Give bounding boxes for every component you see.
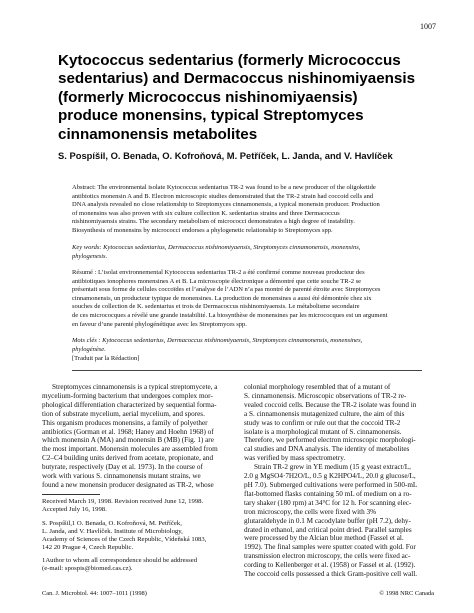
affiliation-line: Academy of Sciences of the Czech Republic, Vídeňská 1083,: [42, 536, 207, 544]
body-line: work with various S. cinnamonensis mutant strains, we: [42, 472, 201, 481]
abstract-line: Biosynthesis of monensins by micrococci endorses a phylogenetic relationship to Streptomyces spp.: [72, 226, 333, 234]
correspondence-line: 1Author to whom all correspondence should be addressed: [42, 556, 198, 564]
abstract-line: nishinomiyaensis strains. The secondary metabolism of micrococci demonstrates a high degree of instability.: [72, 218, 355, 226]
mots-cles: [72, 337, 422, 354]
title-line: produce monensins, typical Streptomyces: [58, 107, 364, 125]
body-line: butyrate, respectively (Day et al. 1973). In the course of: [42, 463, 203, 472]
translation-note: [Traduit par la Rédaction]: [72, 355, 140, 362]
body-line: glutaraldehyde in 0.1 M cacodylate buffer (pH 7.2), dehy-: [244, 516, 411, 525]
body-line: transmission electron microscopy, the cells were fixed ac-: [244, 552, 411, 561]
title-line: Kytococcus sedentarius (formerly Micrococcus: [58, 52, 401, 69]
body-line: were processed by the Alcian blue method (Fassel et al.: [244, 534, 404, 543]
affiliation-line: L. Janda, and V. Havlíček. Institute of Microbiology,: [42, 527, 183, 535]
abstract-line: of monensins was also proven with six culture collection K. sedentarius strains and three Dermacoccus: [72, 209, 340, 217]
page-number: 1007: [420, 22, 436, 31]
body-line: drated in ethanol, and critical point dried. Parallel samples: [244, 525, 412, 534]
resume-line: en faveur d’une parenté phylogénétique avec les Streptomyces spp.: [72, 320, 247, 328]
body-line: C2–C4 building units derived from acetate, propionate, and: [42, 454, 214, 463]
mots-cles-line: Mots clés : Kytococcus sedentarius, Dermacoccus nishinomiyaensis, Streptomyces cinnamonensis, monensines,: [72, 337, 363, 344]
body-line: This organism produces monensins, a family of polyether: [42, 418, 208, 427]
left-column: [42, 383, 234, 490]
body-line: tary shaker (180 rpm) at 34°C for 12 h. For scanning elec-: [244, 498, 412, 507]
body-line: Therefore, we performed electron microscopic morphologi-: [244, 436, 416, 445]
body-line: tion of substrate mycelium, aerial mycelium, and spores.: [42, 409, 205, 418]
title-line: cinnamonensis metabolites: [58, 125, 258, 143]
abstract-line: Abstract: The environmental isolate Kytococcus sedentarius TR-2 was found to be a new producer of the oligoketide: [72, 184, 376, 191]
footnotes: [42, 498, 234, 573]
body-line: found a new monensin producer designated as TR-2, whose: [42, 480, 214, 489]
received-line: Accepted July 16, 1998.: [42, 506, 107, 514]
body-line: 1992). The final samples were sputter coated with gold. For: [244, 543, 416, 552]
body-line: Streptomyces cinnamonensis is a typical streptomycete, a: [52, 383, 218, 391]
abstract-line: antibiotics monensin A and B. Electron microscopic studies demonstrated that the TR-2 strain had coccoid cells and: [72, 192, 374, 200]
resume-line: présentait sous forme de cellules coccoïdes et l’analyse de l’ADN n’a pas montré de parenté étroite avec Streptomyces: [72, 286, 381, 294]
section-divider: [72, 370, 422, 371]
keywords-line: Key words: Kytococcus sedentarius, Dermacoccus nishinomiyaensis, Streptomyces cinnamonensis, monensins,: [72, 244, 361, 251]
body-line: was verified by mass spectrometry.: [244, 454, 346, 463]
right-column: [244, 383, 439, 579]
paper-title: [58, 52, 428, 144]
abstract: [72, 184, 422, 236]
body-line: mycelium-forming bacterium that undergoes complex mor-: [42, 391, 213, 400]
body-line: study was to confirm or rule out that the coccoid TR-2: [244, 418, 401, 427]
body-line: S. cinnamonensis. Microscopic observations of TR-2 re-: [244, 391, 407, 400]
body-line: which monensin A (MA) and monensin B (MB) (Fig. 1) are: [42, 436, 214, 445]
correspondence-line: (e-mail: spospis@biomed.cas.cz).: [42, 565, 133, 573]
body-line: phological differentiation characterized by sequential forma-: [42, 400, 217, 409]
footnote-divider: [42, 494, 100, 495]
body-line: The coccoid cells possessed a thick Gram-positive cell wall.: [244, 570, 418, 579]
journal-citation: Can. J. Microbiol. 44: 1007–1011 (1998): [42, 590, 147, 597]
body-line: Strain TR-2 grew in YE medium (15 g yeast extract/L,: [254, 463, 411, 472]
author-list: S. Pospíšil, O. Benada, O. Kofroňová, M. Petříček, L. Janda, and V. Havlíček: [58, 150, 393, 161]
body-line: colonial morphology resembled that of a mutant of: [244, 383, 391, 391]
body-line: a S. cinnamonensis mutagenized culture, the aim of this: [244, 409, 405, 418]
body-line: cal studies and DNA analysis. The identity of metabolites: [244, 445, 410, 454]
resume-line: Résumé : L’isolat environnemental Kytococcus sedentarius TR-2 a été confirmé comme nouveau producteur des: [72, 269, 365, 276]
resume-line: souches de collection de K. sedentarius et trois de Dermacoccus nishinomiyaensis. Le métabolisme secondaire: [72, 303, 360, 311]
received-line: Received March 19, 1998. Revision received June 12, 1998.: [42, 498, 204, 505]
mots-cles-line: phylogénèse.: [72, 345, 106, 353]
title-line: (formerly Micrococcus nishinomiyaensis): [58, 88, 358, 106]
resume-line: de ces micrococques a révélé une grande instabilité. La biosynthèse de monensines par les micrococques est un argument: [72, 311, 388, 319]
body-line: isolate is a morphological mutant of S. cinnamonensis.: [244, 427, 402, 436]
resume: [72, 269, 422, 329]
title-line: sedentarius) and Dermacoccus nishinomiyaensis: [58, 70, 416, 88]
resume-line: antibiotiques ionophores monensines A et B. La microscopie électronique a démontré que cette souche TR-2 se: [72, 277, 362, 285]
body-line: the most important. Monensin molecules are assembled from: [42, 445, 218, 454]
body-line: flat-bottomed flasks containing 50 mL of medium on a ro-: [244, 489, 412, 498]
body-line: pH 7.0). Submerged cultivations were performed in 500-mL: [244, 480, 418, 489]
resume-line: cinnamonensis, un producteur typique de monensines. La production de monensines a aussi été démontrée chez six: [72, 294, 372, 302]
keywords-line: phylogenesis.: [72, 252, 108, 260]
body-line: 2.0 g MgSO4·7H2O/L, 0.5 g K2HPO4/L, 20.0 g glucose/L,: [244, 472, 416, 481]
body-line: tron microscopy, the cells were fixed with 3%: [244, 507, 377, 516]
body-line: cording to Kellenberger et al. (1958) or Fassel et al. (1992).: [244, 561, 416, 570]
keywords: [72, 244, 422, 261]
affiliation-line: S. Pospíšil,1 O. Benada, O. Kofroňová, M. Petříček,: [42, 519, 182, 527]
abstract-line: DNA analysis revealed no close relationship to Streptomyces cinnamonensis, a typical monensin producer. Production: [72, 201, 380, 209]
copyright-notice: © 1998 NRC Canada: [379, 590, 434, 597]
body-line: vealed coccoid cells. Because the TR-2 isolate was found in: [244, 400, 417, 409]
body-line: antibiotics (Gorman et al. 1968; Haney and Hoehn 1968) of: [42, 427, 214, 436]
affiliation-line: 142 20 Prague 4, Czech Republic.: [42, 544, 134, 552]
